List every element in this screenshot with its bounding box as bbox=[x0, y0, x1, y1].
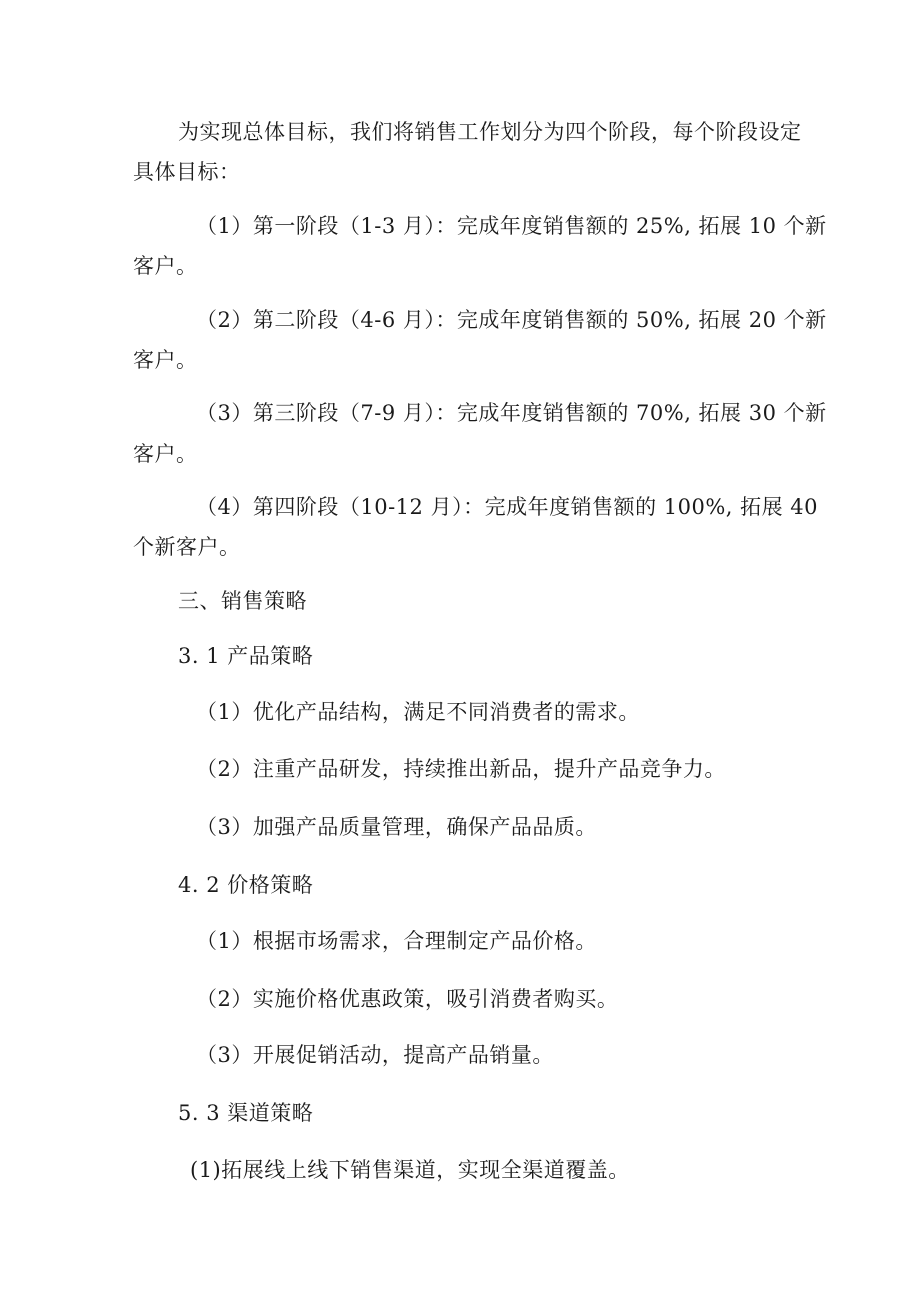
price-item-1: （1）根据市场需求，合理制定产品价格。 bbox=[196, 929, 597, 953]
heading-price-strategy: 4. 2 价格策略 bbox=[178, 873, 314, 897]
stage-2-line-1: （2）第二阶段（4-6 月）：完成年度销售额的 50%, 拓展 20 个新 bbox=[196, 308, 827, 332]
price-item-3: （3）开展促销活动，提高产品销量。 bbox=[196, 1043, 554, 1067]
stage-1-line-2: 客户。 bbox=[133, 254, 198, 278]
stage-4-line-2: 个新客户。 bbox=[133, 535, 241, 559]
stage-4-line-1: （4）第四阶段（10-12 月）：完成年度销售额的 100%, 拓展 40 bbox=[196, 495, 819, 519]
product-item-1: （1）优化产品结构，满足不同消费者的需求。 bbox=[196, 700, 640, 724]
intro-line-2: 具体目标： bbox=[133, 160, 241, 184]
channel-item-1: (1)拓展线上线下销售渠道，实现全渠道覆盖。 bbox=[190, 1158, 630, 1182]
stage-2-line-2: 客户。 bbox=[133, 348, 198, 372]
product-item-2: （2）注重产品研发，持续推出新品，提升产品竞争力。 bbox=[196, 757, 726, 781]
section-heading-sales-strategy: 三、销售策略 bbox=[178, 589, 307, 613]
intro-line-1: 为实现总体目标，我们将销售工作划分为四个阶段，每个阶段设定 bbox=[178, 120, 802, 144]
heading-product-strategy: 3. 1 产品策略 bbox=[178, 644, 314, 668]
stage-3-line-2: 客户。 bbox=[133, 442, 198, 466]
heading-channel-strategy: 5. 3 渠道策略 bbox=[178, 1101, 314, 1125]
product-item-3: （3）加强产品质量管理，确保产品品质。 bbox=[196, 815, 597, 839]
stage-3-line-1: （3）第三阶段（7-9 月）：完成年度销售额的 70%, 拓展 30 个新 bbox=[196, 401, 827, 425]
price-item-2: （2）实施价格优惠政策，吸引消费者购买。 bbox=[196, 987, 619, 1011]
stage-1-line-1: （1）第一阶段（1-3 月）：完成年度销售额的 25%, 拓展 10 个新 bbox=[196, 214, 827, 238]
